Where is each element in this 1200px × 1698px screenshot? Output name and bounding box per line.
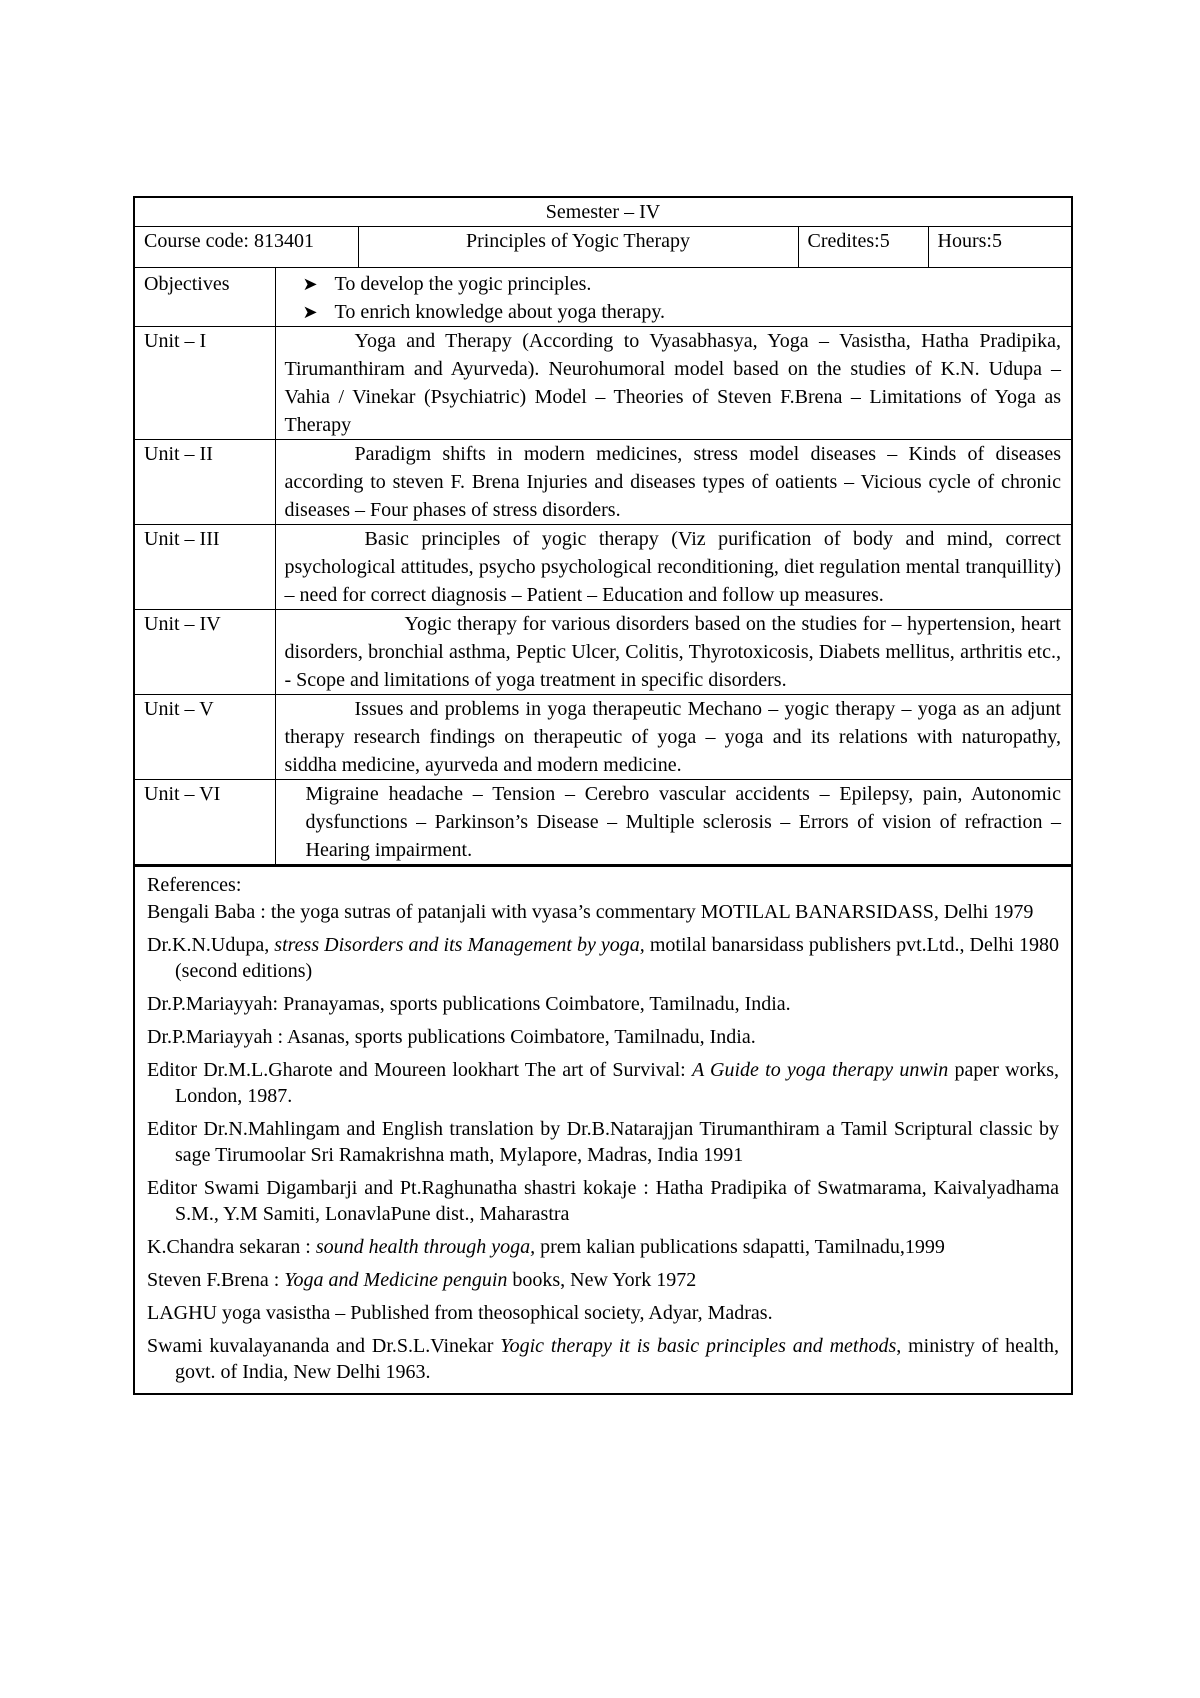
reference-item: Steven F.Brena : Yoga and Medicine penguin books, New York 1972 <box>147 1269 697 1291</box>
course-code: Course code: 813401 <box>135 227 358 268</box>
course-credits: Credites:5 <box>798 227 928 268</box>
unit-5-content: Issues and problems in yoga therapeutic Mechano – yogic therapy – yoga as an adjunt therapy research findings on therapeutic of yoga – yoga and its relations with naturopathy, siddha medicine, ayurveda and modern medicine. <box>275 695 1071 780</box>
reference-item: Dr.P.Mariayyah : Asanas, sports publications Coimbatore, Tamilnadu, India. <box>147 1026 756 1048</box>
objectives-list <box>275 268 1071 327</box>
reference-item: Editor Dr.M.L.Gharote and Moureen lookhart The art of Survival: A Guide to yoga therapy unwin paper works, London, 1987. <box>147 1059 1059 1107</box>
unit-4-label: Unit – IV <box>135 610 275 695</box>
references-section <box>135 865 1071 1393</box>
unit-1-label: Unit – I <box>135 327 275 440</box>
course-title: Principles of Yogic Therapy <box>358 227 798 268</box>
arrow-right-icon: ➤ <box>302 274 318 294</box>
arrow-right-icon: ➤ <box>302 302 318 322</box>
syllabus-document <box>133 196 1073 1395</box>
references-title: References: <box>147 874 242 896</box>
reference-item: Editor Dr.N.Mahlingam and English translation by Dr.B.Natarajjan Tirumanthiram a Tamil Scriptural classic by sage Tirumoolar Sri Ramakrishna math, Mylapore, Madras, India 1991 <box>147 1118 1059 1166</box>
objectives-label: Objectives <box>135 268 275 327</box>
reference-item: LAGHU yoga vasistha – Published from theosophical society, Adyar, Madras. <box>147 1302 773 1324</box>
unit-5-label: Unit – V <box>135 695 275 780</box>
objective-text: To develop the yogic principles. <box>334 273 592 295</box>
reference-item: K.Chandra sekaran : sound health through yoga, prem kalian publications sdapatti, Tamilnadu,1999 <box>147 1236 945 1258</box>
unit-6-label: Unit – VI <box>135 780 275 865</box>
reference-item: Swami kuvalayananda and Dr.S.L.Vinekar Yogic therapy it is basic principles and methods, ministry of health, govt. of India, New Delhi 1963. <box>147 1335 1059 1383</box>
unit-4-content: Yogic therapy for various disorders based on the studies for – hypertension, heart disorders, bronchial asthma, Peptic Ulcer, Colitis, Thyrotoxicosis, Diabets mellitus, arthritis etc., - Scope and limitations of yoga treatment in specific disorders. <box>275 610 1071 695</box>
objective-item <box>302 298 1063 326</box>
unit-3-content: Basic principles of yogic therapy (Viz purification of body and mind, correct psychological attitudes, psycho psychological reconditioning, diet regulation mental tranquillity) – need for correct diagnosis – Patient – Education and follow up measures. <box>275 525 1071 610</box>
unit-3-label: Unit – III <box>135 525 275 610</box>
unit-1-content: Yoga and Therapy (According to Vyasabhasya, Yoga – Vasistha, Hatha Pradipika, Tirumanthiram and Ayurveda). Neurohumoral model based on the studies of K.N. Udupa – Vahia / Vinekar (Psychiatric) Model – Theories of Steven F.Brena – Limitations of Yoga as Therapy <box>275 327 1071 440</box>
unit-6-content: Migraine headache – Tension – Cerebro vascular accidents – Epilepsy, pain, Autonomic dysfunctions – Parkinson’s Disease – Multiple sclerosis – Errors of vision of refraction – Hearing impairment. <box>275 780 1071 865</box>
objective-item <box>302 270 1063 298</box>
reference-item: Dr.K.N.Udupa, stress Disorders and its Management by yoga, motilal banarsidass publishers pvt.Ltd., Delhi 1980 (second editions) <box>147 934 1060 982</box>
unit-2-label: Unit – II <box>135 440 275 525</box>
syllabus-table <box>135 198 1071 865</box>
objective-text: To enrich knowledge about yoga therapy. <box>334 301 666 323</box>
course-hours: Hours:5 <box>928 227 1071 268</box>
unit-2-content: Paradigm shifts in modern medicines, stress model diseases – Kinds of diseases according to steven F. Brena Injuries and diseases types of oatients – Vicious cycle of chronic diseases – Four phases of stress disorders. <box>275 440 1071 525</box>
reference-item: Dr.P.Mariayyah: Pranayamas, sports publications Coimbatore, Tamilnadu, India. <box>147 993 791 1015</box>
reference-item: Bengali Baba : the yoga sutras of patanjali with vyasa’s commentary MOTILAL BANARSIDASS, Delhi 1979 <box>147 901 1034 923</box>
semester-heading: Semester – IV <box>135 198 1071 227</box>
reference-item: Editor Swami Digambarji and Pt.Raghunatha shastri kokaje : Hatha Pradipika of Swatmarama, Kaivalyadhama S.M., Y.M Samiti, LonavlaPune dist., Maharastra <box>147 1177 1059 1225</box>
